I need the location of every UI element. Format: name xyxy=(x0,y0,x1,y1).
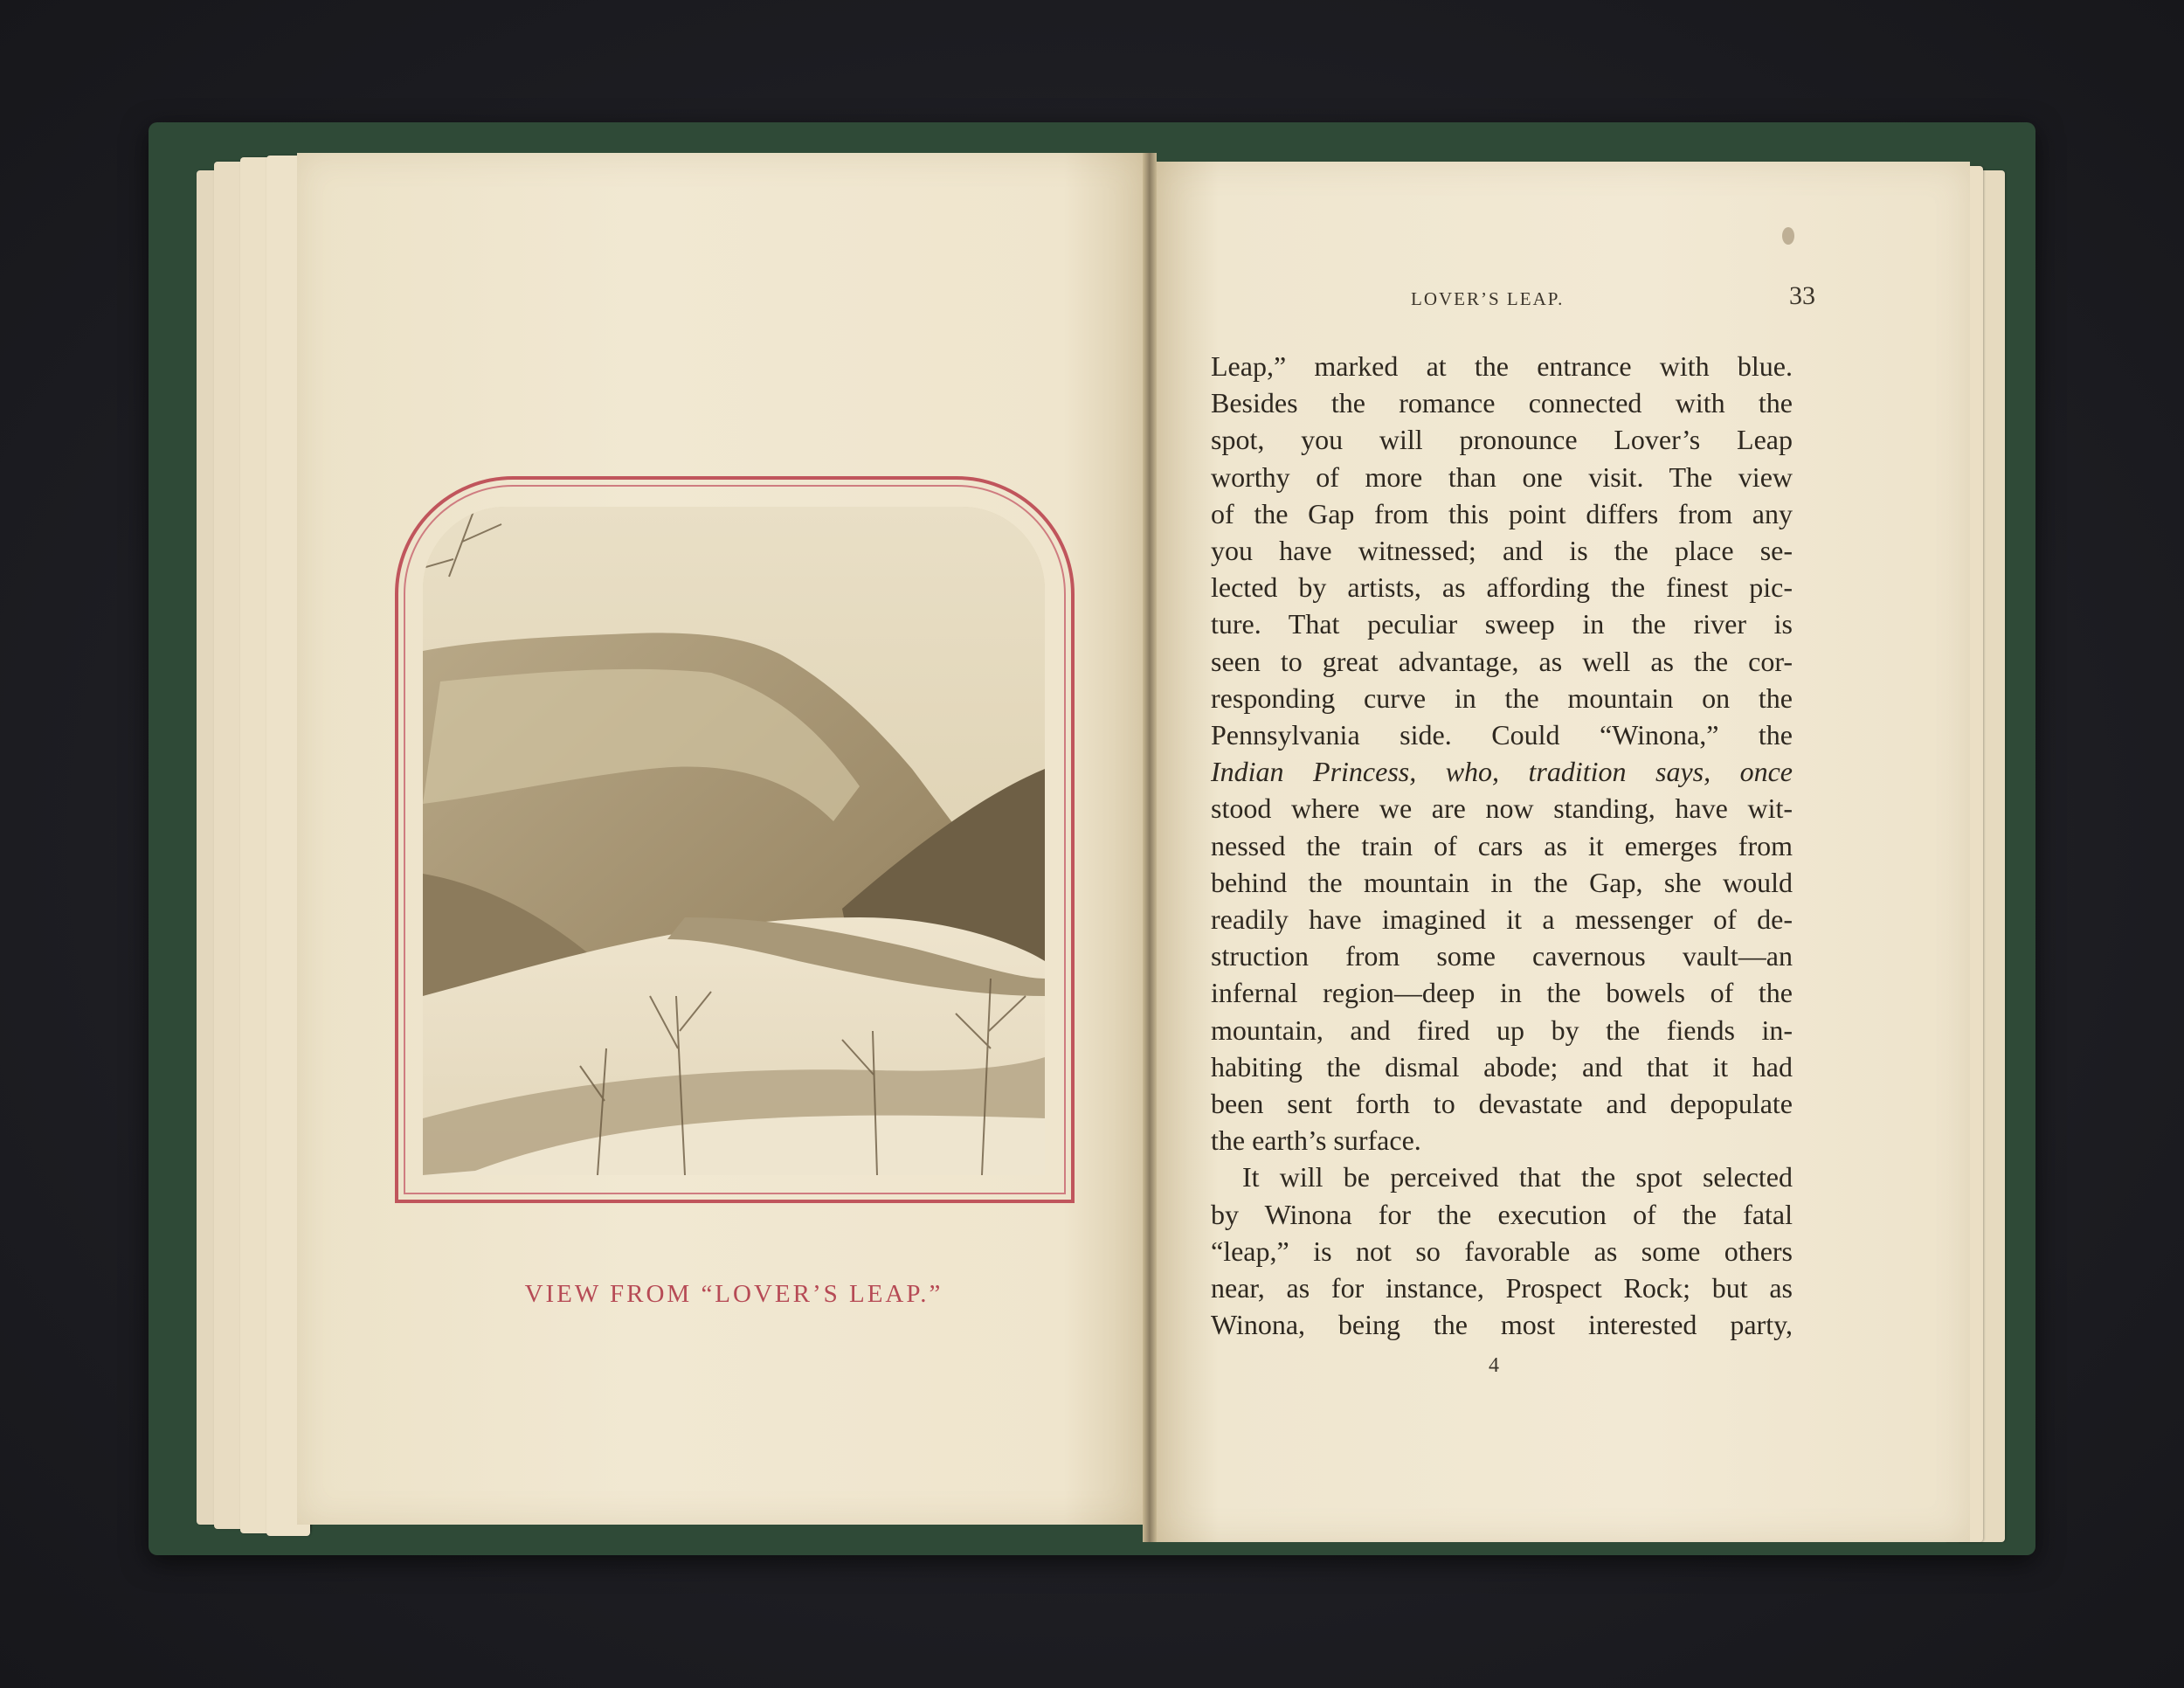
text-line: spot, you will pronounce Lover’s Leap xyxy=(1211,424,1793,456)
text-line: It will be perceived that the spot selected xyxy=(1242,1161,1793,1193)
text-line: struction from some cavernous vault—an xyxy=(1211,940,1793,972)
book-gutter xyxy=(1143,153,1157,1542)
landscape-photo-image xyxy=(423,507,1045,1175)
text-line: of the Gap from this point differs from any xyxy=(1211,497,1793,529)
text-line: “leap,” is not so favorable as some others xyxy=(1211,1235,1793,1267)
signature-mark: 4 xyxy=(1489,1354,1499,1377)
text-line: seen to great advantage, as well as the cor- xyxy=(1211,645,1793,677)
text-line: behind the mountain in the Gap, she would xyxy=(1211,866,1793,898)
text-line: near, as for instance, Prospect Rock; but as xyxy=(1211,1272,1793,1304)
text-line: Leap,” marked at the entrance with blue. xyxy=(1211,350,1793,382)
text-line: responding curve in the mountain on the xyxy=(1211,681,1793,714)
mounted-photograph xyxy=(423,507,1045,1175)
text-line: readily have imagined it a messenger of de- xyxy=(1211,903,1793,936)
foxing-spot xyxy=(1782,227,1794,245)
text-line: by Winona for the execution of the fatal xyxy=(1211,1198,1793,1230)
text-line: ture. That peculiar sweep in the river is xyxy=(1211,608,1793,640)
text-line: nessed the train of cars as it emerges from xyxy=(1211,829,1793,861)
text-line: lected by artists, as affording the finest pic- xyxy=(1211,571,1793,604)
text-line: been sent forth to devastate and depopulate xyxy=(1211,1088,1793,1120)
text-line: habiting the dismal abode; and that it had xyxy=(1211,1050,1793,1083)
text-line: the earth’s surface. xyxy=(1211,1124,1421,1157)
text-line: Besides the romance connected with the xyxy=(1211,387,1793,419)
text-line: stood where we are now standing, have wit- xyxy=(1211,792,1793,825)
text-line: Pennsylvania side. Could “Winona,” the xyxy=(1211,719,1793,751)
text-line: Indian Princess, who, tradition says, once xyxy=(1211,756,1793,788)
photo-caption: VIEW FROM “LOVER’S LEAP.” xyxy=(524,1280,943,1308)
text-line: you have witnessed; and is the place se- xyxy=(1211,535,1793,567)
text-line: Winona, being the most interested party, xyxy=(1211,1309,1793,1341)
text-line: infernal region—deep in the bowels of the xyxy=(1211,977,1793,1009)
text-line: mountain, and fired up by the fiends in- xyxy=(1211,1013,1793,1046)
body-text xyxy=(1211,348,1793,1343)
page-number: 33 xyxy=(1789,281,1815,310)
text-line: worthy of more than one visit. The view xyxy=(1211,460,1793,493)
running-head: LOVER’S LEAP. xyxy=(1411,288,1565,309)
